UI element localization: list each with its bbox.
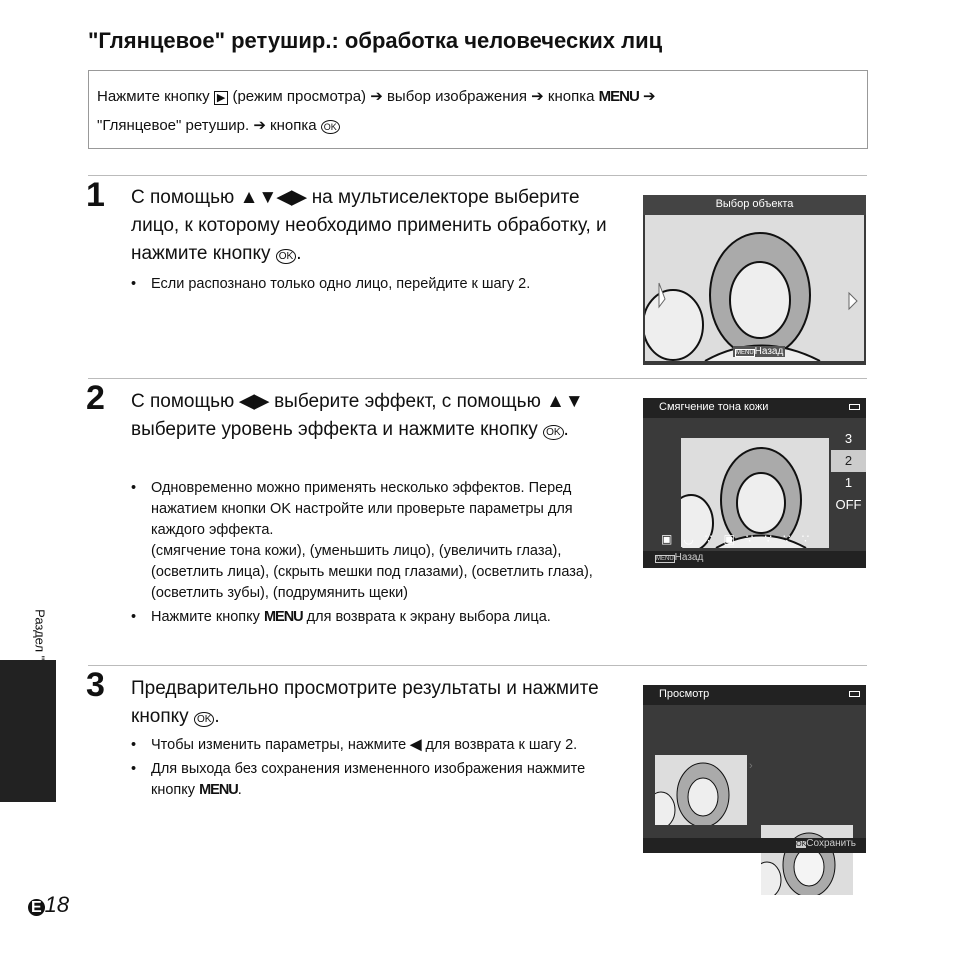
page-title: "Глянцевое" ретушир.: обработка человеческих лиц bbox=[88, 28, 663, 53]
left-arrow-icon: ◀ bbox=[410, 737, 422, 753]
step-number: 3 bbox=[86, 666, 105, 704]
camera-screen-preview bbox=[643, 685, 866, 853]
menu-icon: MENU bbox=[736, 350, 754, 356]
note: • Нажмите кнопку MENU для возврата к экрану выбора лица. bbox=[131, 607, 611, 628]
camera-screen-effect bbox=[643, 398, 866, 568]
step-number: 2 bbox=[86, 379, 105, 417]
level-option[interactable]: 3 bbox=[844, 431, 853, 446]
step-number: 1 bbox=[86, 176, 105, 214]
play-icon: ▶ bbox=[214, 91, 228, 105]
battery-icon bbox=[849, 691, 860, 697]
note: • Для выхода без сохранения измененного изображения нажмите кнопку MENU. bbox=[131, 759, 611, 801]
note: • Чтобы изменить параметры, нажмите ◀ для возврата к шагу 2. bbox=[131, 735, 611, 756]
nav-text: "Глянцевое" ретушир. ➔ кнопка bbox=[97, 117, 317, 134]
up-down-arrows-icon: ▲▼ bbox=[546, 391, 584, 412]
arrow-icon: ➔ bbox=[642, 88, 656, 105]
page-number: E 18 bbox=[28, 892, 69, 918]
step-3-text: Предварительно просмотрите результаты и нажмите кнопку OK . bbox=[131, 678, 599, 727]
screen-title: Просмотр bbox=[643, 685, 866, 705]
nav-text: Нажмите кнопку bbox=[97, 88, 210, 105]
right-arrow-icon bbox=[849, 293, 857, 309]
screen-title: Смягчение тона кожи bbox=[643, 398, 866, 418]
reference-icon: E bbox=[28, 899, 45, 916]
level-option[interactable]: OFF bbox=[835, 497, 862, 512]
step-3-notes bbox=[131, 735, 611, 804]
face-image bbox=[645, 215, 864, 361]
note: • Если распознано только одно лицо, перейдите к шагу 2. bbox=[131, 274, 611, 295]
multiselector-arrows-icon: ▲▼◀▶ bbox=[239, 187, 307, 208]
ok-icon: OK bbox=[194, 712, 214, 727]
step-2-text: С помощью ◀▶ выберите эффект, с помощью ▲▼ выберите уровень эффекта и нажмите кнопку OK . bbox=[131, 391, 584, 440]
original-image bbox=[655, 755, 747, 825]
level-option-selected[interactable]: 2 bbox=[831, 450, 866, 472]
ok-icon: OK bbox=[796, 841, 807, 848]
save-hint: OKСохранить bbox=[643, 838, 866, 853]
left-right-arrows-icon: ◀▶ bbox=[239, 391, 269, 412]
divider bbox=[88, 665, 867, 666]
screen-title: Выбор объекта bbox=[643, 195, 866, 215]
menu-icon: MENU bbox=[656, 556, 674, 562]
camera-screen-face-select bbox=[643, 195, 866, 365]
ok-icon: OK bbox=[276, 249, 296, 264]
menu-icon: MENU bbox=[263, 609, 303, 625]
effects-list: (смягчение тона кожи), (уменьшить лицо), (увеличить глаза), (осветлить лица), (скрыть мешки под глазами), (осветлить глаза), (осветлить зубы), (подрумянить щеки) bbox=[151, 543, 593, 601]
ok-icon: OK bbox=[321, 120, 340, 134]
divider bbox=[88, 378, 867, 379]
retouched-image bbox=[761, 825, 853, 895]
level-option[interactable]: 1 bbox=[844, 475, 853, 490]
nav-text: (режим просмотра) ➔ выбор изображения ➔ кнопка bbox=[232, 88, 595, 105]
level-list bbox=[831, 428, 866, 516]
battery-icon bbox=[849, 404, 860, 410]
divider bbox=[88, 175, 867, 176]
note: • Одновременно можно применять несколько эффектов. Перед нажатием кнопки OK настройте или проверьте параметры для каждого эффекта. (смягчение тона кожи), (уменьшить лицо), (увеличить глаза), (осветлить лица), (скрыть мешки под глазами), (осветлить глаза), (осветлить зубы), (подрумянить щеки) bbox=[131, 478, 611, 604]
menu-icon: MENU bbox=[199, 782, 238, 798]
effect-icons-bar[interactable]: ▣◡∵▣∵∵∵∵ bbox=[661, 532, 821, 546]
step-1-text: С помощью ▲▼◀▶ на мультиселекторе выберите лицо, к которому необходимо применить обработку, и нажмите кнопку OK . bbox=[131, 187, 607, 264]
navigation-path-box bbox=[88, 70, 868, 149]
step-1-notes bbox=[131, 274, 611, 298]
menu-icon: MENU bbox=[598, 88, 639, 105]
ok-icon: OK bbox=[543, 425, 563, 440]
back-hint: MENUНазад bbox=[643, 551, 866, 568]
back-hint: MENUНазад bbox=[733, 346, 785, 357]
section-tab bbox=[0, 660, 56, 802]
step-2-notes bbox=[131, 478, 611, 631]
arrow-icon: › bbox=[749, 760, 753, 772]
